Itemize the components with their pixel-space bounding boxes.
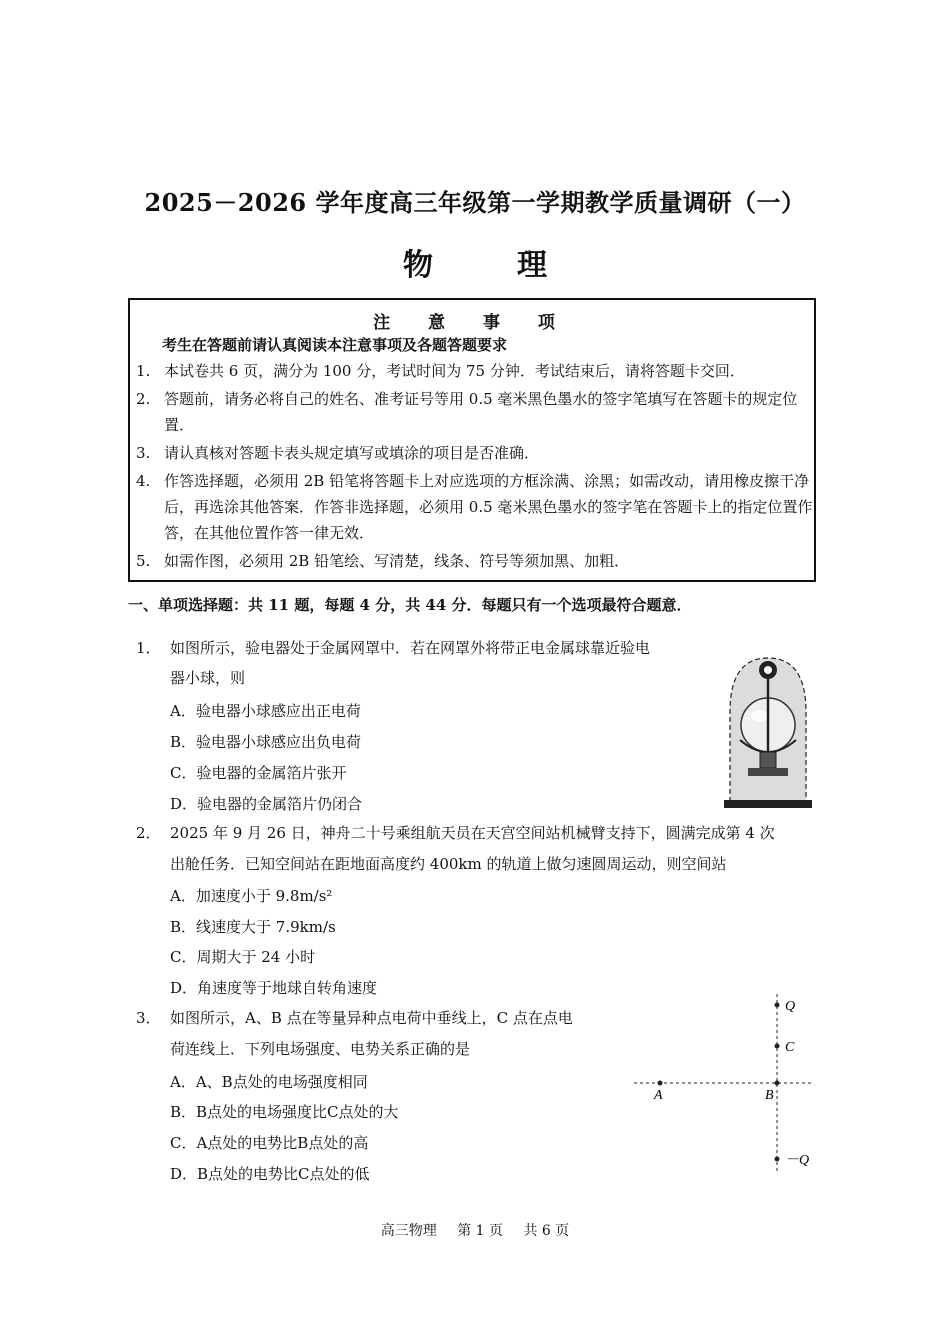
notice-box [128,298,816,582]
point-a [658,1081,663,1086]
section-heading: 一、单项选择题：共 11 题，每题 4 分，共 44 分．每题只有一个选项最符合题意． [128,596,692,614]
question-stem-line: 器小球，则 [170,669,246,687]
question-stem-line: 如图所示，验电器处于金属网罩中．若在网罩外将带正电金属球靠近验电 [170,639,651,657]
notice-item [136,468,812,548]
option-a: A．验电器小球感应出正电荷 [170,702,361,720]
question-number: 1． [136,639,161,657]
label-c: C [785,1040,795,1055]
notice-item-num: 3. [136,444,151,462]
option-d: D．B点处的电势比C点处的低 [170,1165,370,1183]
notice-item-text: 答题前，请务必将自己的姓名、准考证号等用 0.5 毫米黑色墨水的签字笔填写在答题卡的规定位置． [164,390,798,434]
notice-intro: 考生在答题前请认真阅读本注意事项及各题答题要求 [162,336,508,354]
point-c [775,1044,780,1049]
label-q: Q [785,999,796,1014]
option-b: B．验电器小球感应出负电荷 [170,733,362,751]
notice-item [136,548,812,574]
option-b: B．B点处的电场强度比C点处的大 [170,1103,399,1121]
notice-item-num: 2. [136,390,151,408]
option-a: A．加速度小于 9.8m/s² [170,887,333,905]
footer-total: 共 6 页 [523,1223,570,1239]
option-d: D．验电器的金属箔片仍闭合 [170,795,363,813]
notice-item-num: 1. [136,362,151,380]
notice-item [136,386,812,438]
option-c: C．周期大于 24 小时 [170,948,316,966]
charge-figure [630,990,820,1180]
footer-subject: 高三物理 [380,1223,437,1239]
point-b [775,1081,780,1086]
label-neg-q: －Q [785,1153,810,1168]
question-number: 3． [136,1009,161,1027]
notice-item-num: 4. [136,472,151,490]
negative-charge-point [775,1157,780,1162]
question-number: 2． [136,824,161,842]
question-stem-line: 如图所示，A、B 点在等量异种点电荷中垂线上，C 点在点电 [170,1009,573,1027]
subject-char-1: 物 [403,248,433,283]
option-d: D．角速度等于地球自转角速度 [170,979,378,997]
footer-page: 第 1 页 [457,1223,503,1239]
page-footer [0,1220,950,1240]
label-a: A [654,1088,663,1103]
notice-item-text: 请认真核对答题卡表头规定填写或填涂的项目是否准确． [164,444,540,462]
label-b: B [765,1088,774,1103]
base-stand [724,800,812,808]
option-a: A．A、B点处的电场强度相同 [170,1073,368,1091]
question-stem-line: 荷连线上．下列电场强度、电势关系正确的是 [170,1040,471,1058]
positive-charge-point [775,1003,780,1008]
notice-item [136,440,812,466]
option-b: B．线速度大于 7.9km/s [170,918,336,936]
exam-title: 2025－2026 学年度高三年级第一学期教学质量调研（一） [144,188,806,217]
subject-char-2: 理 [517,248,547,283]
subject-title [0,240,950,284]
notice-item [136,358,812,384]
option-c: C．A点处的电势比B点处的高 [170,1134,369,1152]
notice-item-text: 本试卷共 6 页，满分为 100 分，考试时间为 75 分钟．考试结束后，请将答题卡交回． [164,362,745,380]
notice-item-num: 5. [136,552,151,570]
notice-heading: 注 意 事 项 [373,313,571,333]
question-stem-line: 出舱任务．已知空间站在距地面高度约 400km 的轨道上做匀速圆周运动，则空间站 [170,855,727,873]
option-c: C．验电器的金属箔片张开 [170,764,347,782]
question-stem-line: 2025 年 9 月 26 日，神舟二十号乘组航天员在天宫空间站机械臂支持下，圆满完成第 4 次 [170,824,775,842]
notice-item-text: 如需作图，必须用 2B 铅笔绘、写清楚，线条、符号等须加黑、加粗． [164,552,630,570]
notice-item-text: 作答选择题，必须用 2B 铅笔将答题卡上对应选项的方框涂满、涂黑；如需改动，请用橡皮擦干净后，再选涂其他答案．作答非选择题，必须用 0.5 毫米黑色墨水的签字笔在答题卡上的指定位置作答，在其他位置作答一律无效． [164,472,813,542]
electroscope-figure [718,652,818,812]
